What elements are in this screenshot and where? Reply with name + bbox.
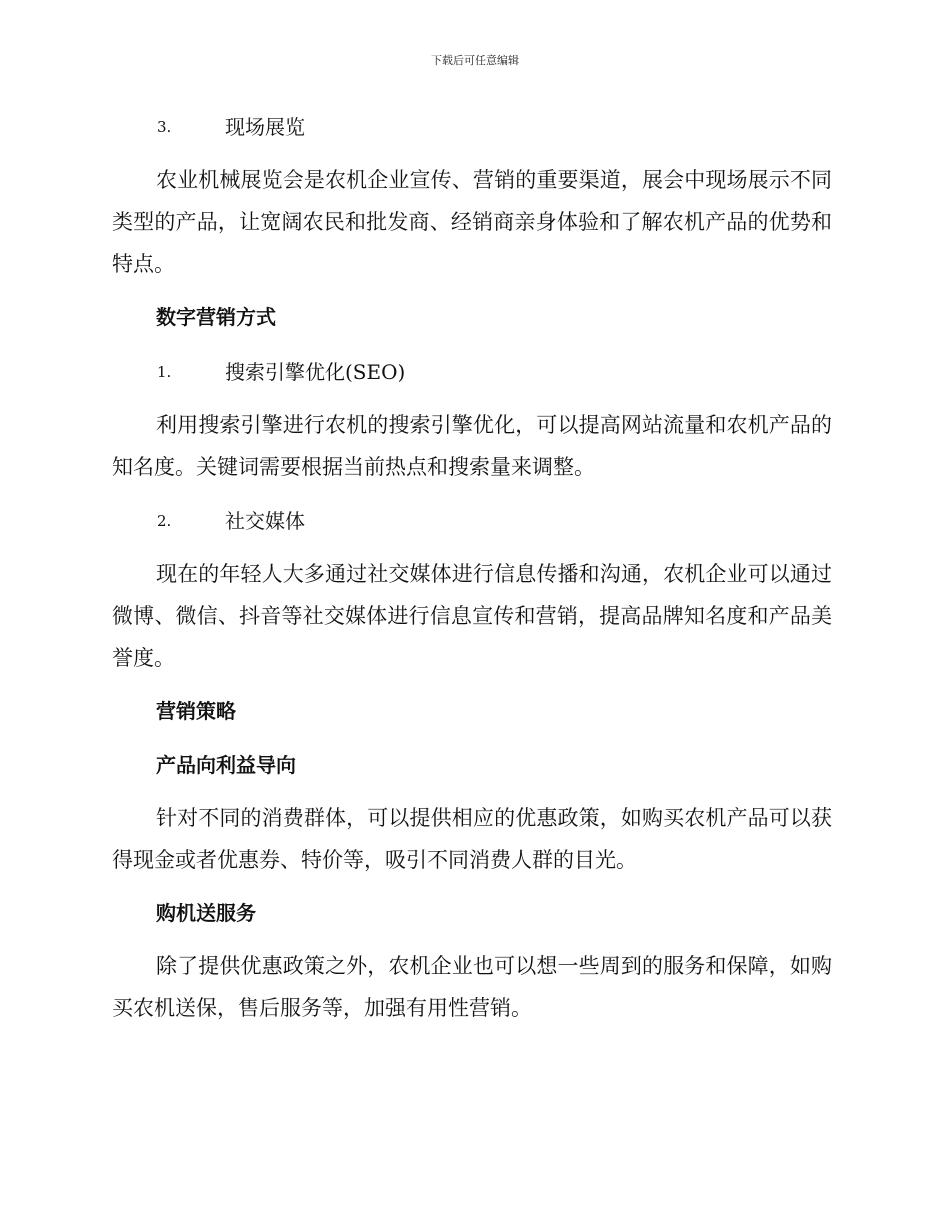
item-title: 现场展览: [225, 115, 305, 139]
paragraph-service: 除了提供优惠政策之外，农机企业也可以想一些周到的服务和保障，如购买农机送保，售后服务等，加强有用性营销。: [112, 954, 832, 1020]
paragraph-social: 现在的年轻人大多通过社交媒体进行信息传播和沟通，农机企业可以通过微博、微信、抖音等社交媒体进行信息宣传和营销，提高品牌知名度和产品美誉度。: [112, 562, 832, 670]
item-title: 搜索引擎优化(SEO): [225, 360, 406, 384]
item-number: 1.: [157, 363, 172, 381]
item-title: 社交媒体: [225, 509, 305, 533]
document-body: [112, 104, 832, 1029]
item-number: 2.: [157, 512, 172, 530]
heading-benefit-oriented: 产品向利益导向: [156, 753, 296, 777]
heading-marketing-strategy: 营销策略: [156, 699, 236, 723]
paragraph-benefit: 针对不同的消费群体，可以提供相应的优惠政策，如购买农机产品可以获得现金或者优惠券、特价等，吸引不同消费人群的目光。: [112, 806, 832, 872]
paragraph-seo: 利用搜索引擎进行农机的搜索引擎优化，可以提高网站流量和农机产品的知名度。关键词需要根据当前热点和搜索量来调整。: [112, 413, 832, 479]
heading-purchase-service: 购机送服务: [156, 901, 256, 925]
numbered-item-seo: [112, 350, 832, 394]
numbered-item-social: [112, 499, 832, 543]
numbered-item-exhibit: [112, 105, 832, 149]
item-number: 3.: [157, 118, 172, 136]
heading-digital-marketing: 数字营销方式: [156, 305, 276, 329]
page-header: 下载后可任意编辑: [431, 54, 519, 67]
paragraph-exhibit: 农业机械展览会是农机企业宣传、营销的重要渠道，展会中现场展示不同类型的产品，让宽阔农民和批发商、经销商亲身体验和了解农机产品的优势和特点。: [112, 168, 832, 276]
